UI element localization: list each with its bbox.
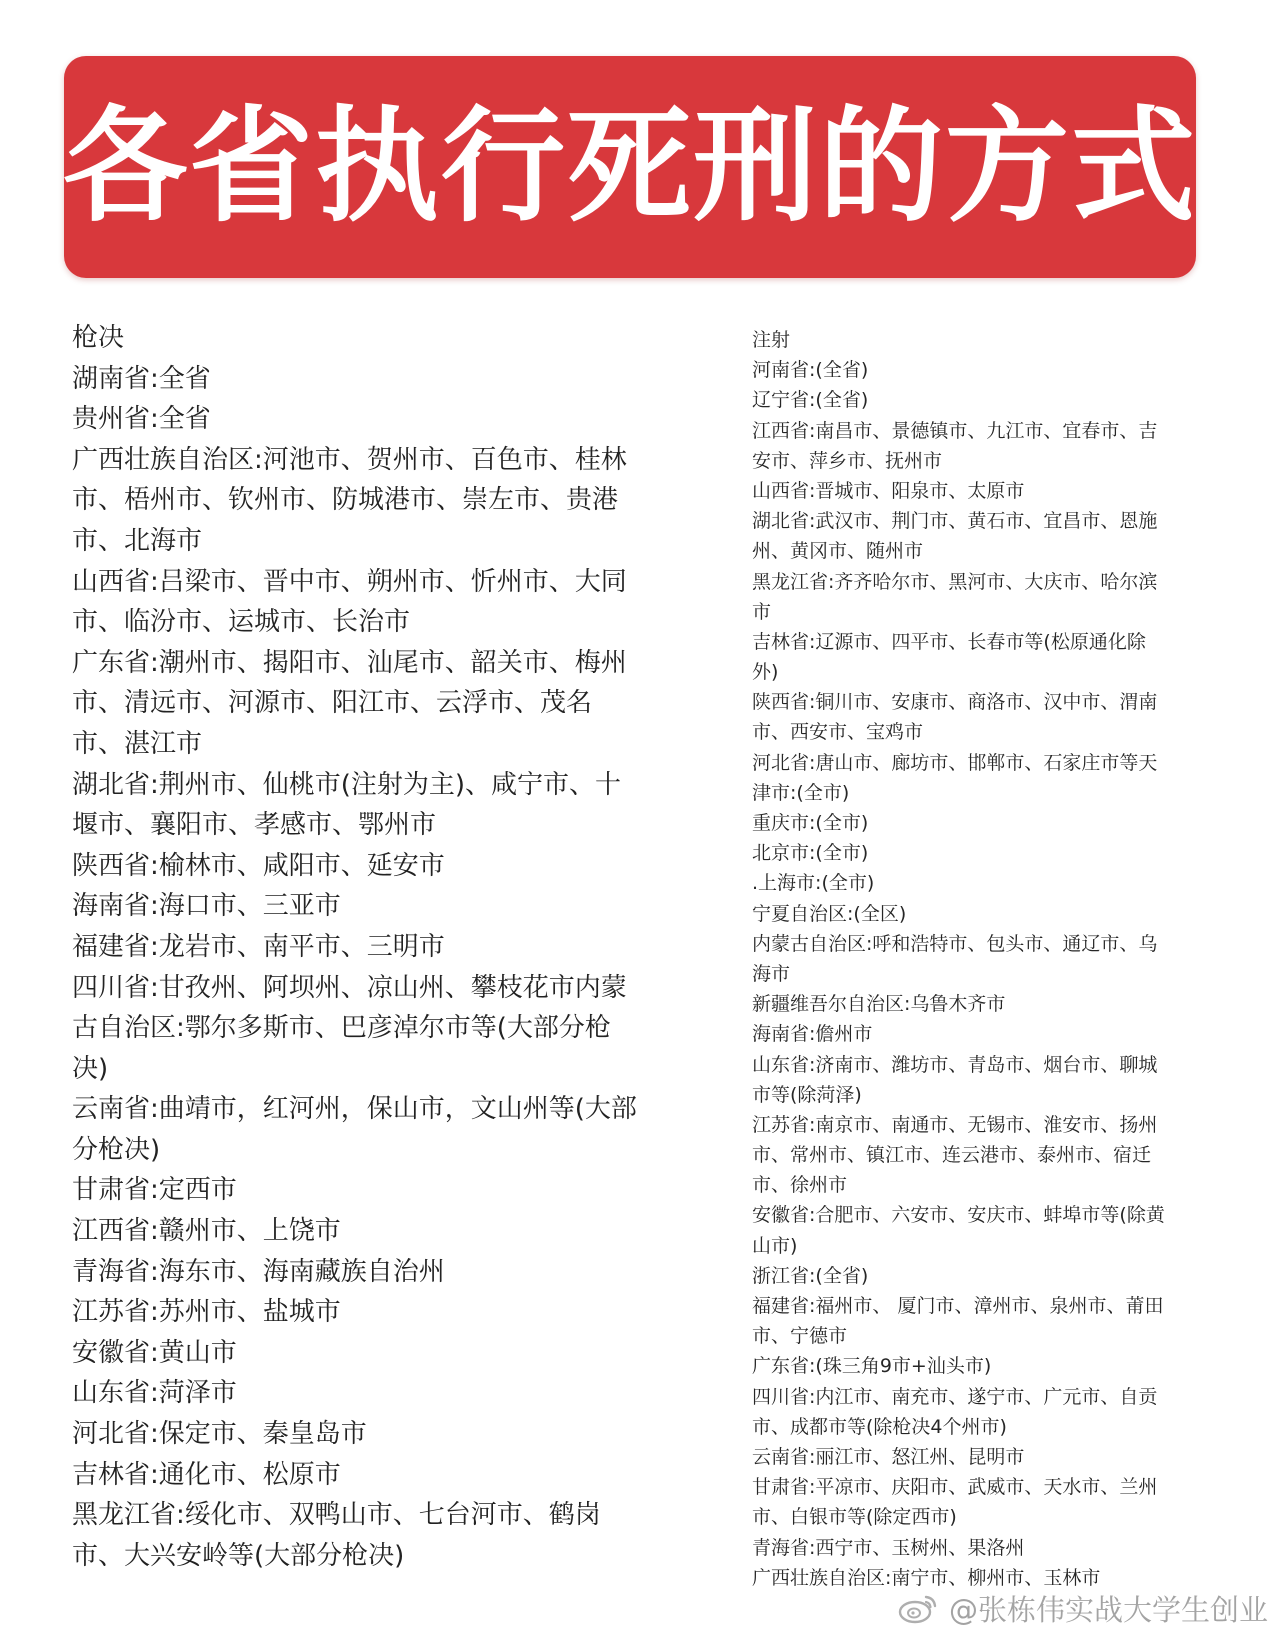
shooting-list-line: 安徽省:黄山市 [72,1337,237,1368]
injection-list-line: 市、常州市、镇江市、连云港市、泰州市、宿迁 [752,1144,1152,1167]
injection-list-line: 吉林省:辽源市、四平市、长春市等(松原通化除 [752,630,1146,653]
injection-list-line: 甘肃省:平凉市、庆阳市、武威市、天水市、兰州 [752,1476,1158,1499]
injection-list-line: 江西省:南昌市、景德镇市、九江市、宜春市、吉 [752,419,1158,442]
injection-list-line: 四川省:内江市、南充市、遂宁市、广元市、自贡 [752,1385,1158,1408]
shooting-list-line: 甘肃省:定西市 [72,1175,237,1206]
shooting-list-line: 市、梧州市、钦州市、防城港市、崇左市、贵港 [72,485,619,516]
shooting-list-line: 市、北海市 [72,525,203,556]
shooting-heading: 枪决 [72,323,125,353]
shooting-list-line: 市、临汾市、运城市、长治市 [72,607,411,638]
injection-list-line: 市等(除菏泽) [752,1083,862,1106]
injection-list-line: 广西壮族自治区:南宁市、柳州市、玉林市 [752,1566,1101,1589]
injection-list-line: 江苏省:南京市、南通市、无锡市、淮安市、扬州 [752,1113,1158,1136]
injection-list-line: 河北省:唐山市、廊坊市、邯郸市、石家庄市等天 [752,751,1158,774]
shooting-list-line: 决) [72,1053,109,1084]
injection-list [752,355,1212,1593]
page-title: 各省执行死刑的方式 [63,95,1198,239]
shooting-list-line: 古自治区:鄂尔多斯市、巴彦淖尔市等(大部分枪 [72,1013,611,1044]
injection-list-line: 市、西安市、宝鸡市 [752,721,924,744]
injection-list-line: 市、成都市等(除枪决4个州市) [752,1415,1007,1438]
injection-list-line: 市、白银市等(除定西市) [752,1506,957,1529]
shooting-list-line: 广西壮族自治区:河池市、贺州市、百色市、桂林 [72,444,627,475]
injection-list-line: 青海省:西宁市、玉树州、果洛州 [752,1536,1025,1559]
shooting-list-line: 海南省:海口市、三亚市 [72,891,341,922]
injection-list-line: 市 [752,600,772,623]
shooting-list-line: 吉林省:通化市、松原市 [72,1459,341,1490]
shooting-list-line: 江西省:赣州市、上饶市 [72,1216,341,1247]
shooting-list-line: 市、清远市、河源市、阳江市、云浮市、茂名 [72,688,593,719]
shooting-list-line: 市、大兴安岭等(大部分枪决) [72,1540,405,1571]
injection-list-line: 内蒙古自治区:呼和浩特市、包头市、通辽市、乌 [752,932,1158,955]
shooting-list-line: 福建省:龙岩市、南平市、三明市 [72,931,445,962]
injection-list-line: 海南省:儋州市 [752,1023,873,1046]
shooting-list-line: 贵州省:全省 [72,404,211,435]
shooting-list-line: 堰市、襄阳市、孝感市、鄂州市 [72,810,437,841]
injection-list-line: 云南省:丽江市、怒江州、昆明市 [752,1445,1025,1468]
shooting-list-line: 湖北省:荆州市、仙桃市(注射为主)、咸宁市、十 [72,769,622,800]
shooting-list-line: 山西省:吕梁市、晋中市、朔州市、忻州市、大同 [72,566,627,597]
injection-list-line: 海市 [752,962,791,985]
shooting-list-line: 黑龙江省:绥化市、双鸭山市、七台河市、鹤岗 [72,1500,601,1531]
shooting-list-line: 云南省:曲靖市，红河州，保山市，文山州等(大部 [72,1094,637,1125]
title-banner [64,56,1196,278]
injection-list-line: 山东省:济南市、潍坊市、青岛市、烟台市、聊城 [752,1053,1158,1076]
shooting-list-line: 山东省:菏泽市 [72,1378,237,1409]
injection-list-line: 山西省:晋城市、阳泉市、太原市 [752,479,1025,502]
injection-list-line: 河南省:(全省) [752,359,869,382]
shooting-list-line: 广东省:潮州市、揭阳市、汕尾市、韶关市、梅州 [72,647,627,678]
injection-list-line: 市、宁德市 [752,1325,848,1348]
injection-list-line: 山市) [752,1234,798,1257]
shooting-list-line: 青海省:海东市、海南藏族自治州 [72,1256,445,1287]
injection-list-line: 黑龙江省:齐齐哈尔市、黑河市、大庆市、哈尔滨 [752,570,1158,593]
shooting-list-line: 河北省:保定市、秦皇岛市 [72,1419,367,1450]
injection-list-line: .上海市:(全市) [752,872,875,895]
injection-list-line: 外) [752,661,779,684]
injection-list-line: 重庆市:(全市) [752,812,869,834]
shooting-list-line: 分枪决) [72,1134,161,1165]
shooting-column [72,318,672,1576]
injection-list-line: 市、徐州市 [752,1174,848,1197]
injection-list-line: 辽宁省:(全省) [752,389,869,412]
shooting-list [72,359,672,1577]
shooting-list-line: 江苏省:苏州市、盐城市 [72,1297,341,1328]
injection-list-line: 湖北省:武汉市、荆门市、黄石市、宜昌市、恩施 [752,510,1158,533]
injection-list-line: 广东省:(珠三角9市+汕头市) [752,1355,992,1378]
injection-heading: 注射 [752,329,791,351]
shooting-list-line: 市、湛江市 [72,728,203,759]
shooting-list-line: 陕西省:榆林市、咸阳市、延安市 [72,850,445,881]
injection-list-line: 州、黄冈市、随州市 [752,540,924,563]
injection-list-line: 宁夏自治区:(全区) [752,902,907,925]
shooting-list-line: 湖南省:全省 [72,363,211,394]
injection-list-line: 新疆维吾尔自治区:乌鲁木齐市 [752,993,1006,1016]
injection-list-line: 安市、萍乡市、抚州市 [752,449,943,472]
weibo-icon [897,1591,941,1625]
injection-list-line: 福建省:福州市、 厦门市、漳州市、泉州市、莆田 [752,1295,1164,1317]
injection-list-line: 浙江省:(全省) [752,1264,869,1287]
injection-list-line: 陕西省:铜川市、安康市、商洛市、汉中市、渭南 [752,691,1158,714]
injection-list-line: 北京市:(全市) [752,842,869,865]
injection-column [752,325,1212,1593]
injection-list-line: 津市:(全市) [752,781,850,804]
watermark-text: @张栋伟实战大学生创业 [948,1592,1268,1627]
watermark [897,1588,1268,1628]
shooting-list-line: 四川省:甘孜州、阿坝州、凉山州、攀枝花市内蒙 [72,972,627,1003]
injection-list-line: 安徽省:合肥市、六安市、安庆市、蚌埠市等(除黄 [752,1204,1165,1227]
